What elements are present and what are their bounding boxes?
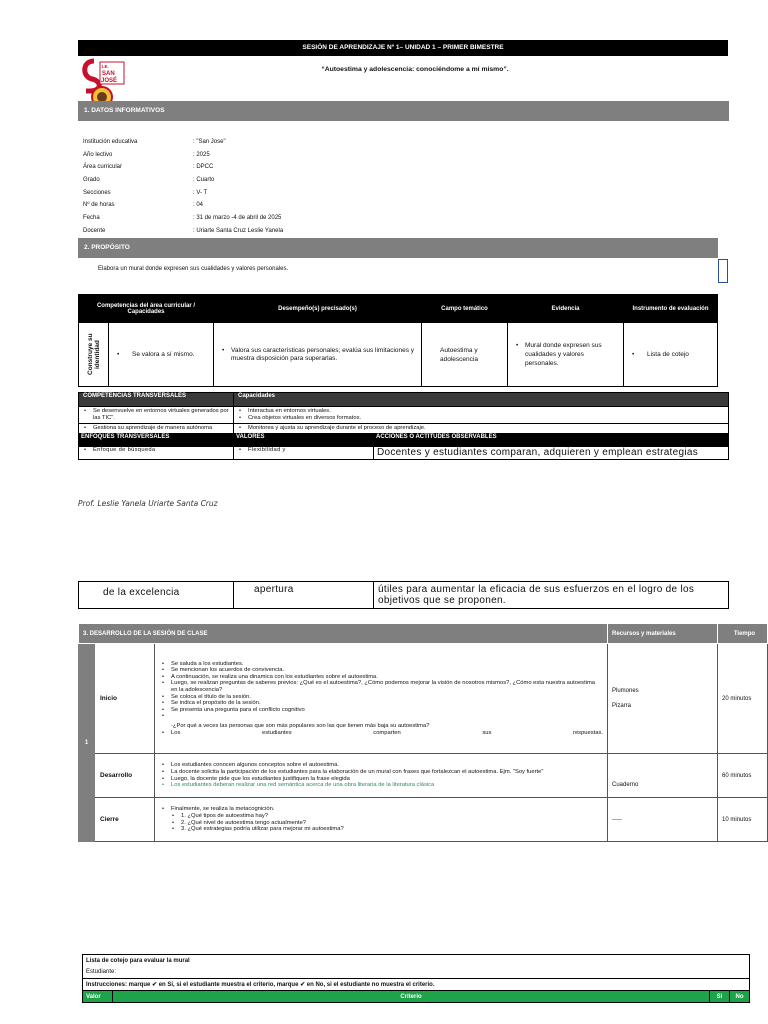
evidence-item: • Mural donde expresen sus cualidades y valores personales. xyxy=(513,341,618,368)
info-label: Grado xyxy=(83,177,100,184)
info-value: : 31 de marzo -4 de abril de 2025 xyxy=(193,215,282,222)
cierre-resources xyxy=(608,798,718,842)
desarrollo-item: • Luego, la docente pide que los estudiantes justifiquen la frase elegida xyxy=(159,776,603,783)
conflict-question: -¿Por qué a veces las personas que son más populares son las que tienen más baja su autoestima? xyxy=(171,722,430,729)
cierre-subitem: • 1. ¿Qué tipos de autoestima hay? xyxy=(169,813,603,820)
development-title: 3. DESARROLLO DE LA SESIÓN DE CLASE xyxy=(79,624,608,644)
cierre-item: • Finalmente, se realiza la metacognición. xyxy=(159,806,603,813)
info-value: : V- T xyxy=(193,189,208,196)
text-box-frame xyxy=(718,259,728,283)
resources-header: Recursos y materiales xyxy=(608,624,718,644)
desarrollo-time: 60 minutos xyxy=(718,754,768,798)
activity-number: 1 xyxy=(79,644,95,842)
competencies-table xyxy=(78,294,718,387)
purpose-text: Elabora un mural donde expresen sus cualidades y valores personales. xyxy=(98,266,289,272)
info-value: : "San Jose" xyxy=(193,139,226,145)
competency-name: Construye su identidad xyxy=(86,333,101,376)
info-row xyxy=(83,187,483,200)
inicio-item: • Se saluda a los estudiantes. xyxy=(159,661,603,668)
inicio-item-last: • Los estudiantes comparten sus respuestas. xyxy=(159,730,603,737)
resource-item: Plumones xyxy=(612,687,639,694)
time-header: Tiempo xyxy=(718,624,768,644)
cierre-content xyxy=(155,798,608,842)
header-enfoques: ENFOQUES TRANSVERSALES xyxy=(79,434,234,447)
desarrollo-content xyxy=(155,754,608,798)
header-desempeno: Desempeño(s) precisado(s) xyxy=(214,295,422,323)
inicio-resources xyxy=(608,644,718,754)
inicio-time: 20 minutos xyxy=(718,644,768,754)
capacity-cell xyxy=(109,323,214,387)
header-capacidades: Capacidades xyxy=(234,393,729,407)
section-datos-informativos: 1. DATOS INFORMATIVOS xyxy=(78,101,729,121)
transversal-table xyxy=(78,392,729,460)
phase-desarrollo: Desarrollo xyxy=(95,754,155,798)
instrument-cell xyxy=(624,323,718,387)
header-comp-transversales: COMPETENCIAS TRANSVERSALES xyxy=(79,393,234,407)
desarrollo-resources xyxy=(608,754,718,798)
info-label: Área curricular xyxy=(83,164,123,171)
competency-cell xyxy=(79,323,109,387)
header-campo: Campo temático xyxy=(422,295,508,323)
session-title: SESIÓN DE APRENDIZAJE Nº 1– UNIDAD 1 – PRIMER BIMESTRE xyxy=(78,40,728,56)
enfoque-item: • Enfoque de búsqueda xyxy=(81,447,231,454)
inicio-item: • Se presenta una pregunta para el conflicto cognitivo xyxy=(159,707,603,714)
evidence-cell xyxy=(508,323,624,387)
header-evidencia: Evidencia xyxy=(508,295,624,323)
inicio-item: • Se mencionan los acuerdos de convivencia. xyxy=(159,667,603,674)
session-subtitle: “Autoestima y adolescencia: conociéndome a mí mismo”. xyxy=(321,66,509,73)
info-value: : Cuarto xyxy=(193,177,215,184)
transversal-competencies-2 xyxy=(79,424,234,434)
header-instrumento: Instrumento de evaluación xyxy=(624,295,718,323)
info-label: Docente xyxy=(83,227,106,234)
info-row xyxy=(83,149,483,162)
resource-item: Pizarra xyxy=(612,702,632,709)
transversal-cap-item: • Crea objetos virtuales en diversos formatos. xyxy=(236,415,726,422)
inicio-item xyxy=(159,713,603,720)
cierre-subitem: • 2. ¿Qué nivel de autoestima tengo actualmente? xyxy=(169,820,603,827)
performance-cell xyxy=(214,323,422,387)
valor-item: • Flexibilidad y xyxy=(236,447,371,454)
transversal-comp-item: • Gestiona su aprendizaje de manera autónoma xyxy=(81,425,231,432)
info-label: Nº de horas xyxy=(83,202,115,209)
cierre-time: 10 minutos xyxy=(718,798,768,842)
header-acciones: ACCIONES O ACTITUDES OBSERVABLES xyxy=(374,434,729,447)
svg-text:SAN: SAN xyxy=(102,71,115,77)
checklist-title: Lista de cotejo para evaluar la mural xyxy=(83,955,750,967)
accion-continuation: útiles para aumentar la eficacia de sus esfuerzos en el logro de los objetivos que se proponen. xyxy=(374,582,729,609)
enfoque-cell xyxy=(79,447,234,460)
desarrollo-item-green: • Los estudiantes deberan realizar una red semántica acerca de una obra literaria de la literatura clásica xyxy=(159,782,603,789)
instrument-item: • Lista de cotejo xyxy=(629,350,712,359)
info-value: : 04 xyxy=(193,202,204,209)
professor-name: Prof. Leslie Yanela Uriarte Santa Cruz xyxy=(78,499,218,508)
info-list xyxy=(83,136,483,238)
info-row xyxy=(83,174,483,187)
checklist-student: Estudiante: xyxy=(83,967,750,979)
resource-item: Cuaderno xyxy=(612,781,639,788)
info-value: : DPCC xyxy=(193,164,214,171)
col-valor: Valor xyxy=(83,991,113,1003)
inicio-item: • Se indica el propósito de la sesión. xyxy=(159,700,603,707)
development-table xyxy=(78,623,768,842)
info-label: Año lectivo xyxy=(83,151,113,158)
transversal-competencies xyxy=(79,407,234,424)
resource-item: ----- xyxy=(612,816,622,823)
transversal-capacities-2 xyxy=(234,424,729,434)
info-label: Institución educativa xyxy=(83,139,138,145)
inicio-content xyxy=(155,644,608,754)
info-label: Fecha xyxy=(83,215,100,222)
info-value: : Uriarte Santa Cruz Leslie Yanela xyxy=(193,227,284,234)
col-si: Si xyxy=(710,991,730,1003)
transversal-comp-item: • Se desenvuelve en entornos virtuales generados por las TIC". xyxy=(81,408,231,422)
transversal-capacities xyxy=(234,407,729,424)
valor-cell xyxy=(234,447,374,460)
transversal-continuation-table xyxy=(78,581,729,609)
capacity-item: • Se valora a sí mismo. xyxy=(114,350,208,359)
inicio-item: • Se coloca el título de la sesión. xyxy=(159,694,603,701)
info-row xyxy=(83,225,483,238)
enfoque-continuation: de la excelencia xyxy=(79,582,234,609)
svg-text:JOSÉ: JOSÉ xyxy=(101,78,118,84)
inicio-item: • A continuación, se realiza una dinamica con los estudiantes sobre el autoestima. xyxy=(159,674,603,681)
performance-item: • Valora sus características personales; evalúa sus limitaciones y muestra disposición para superarlas. xyxy=(219,347,416,363)
section-proposito: 2. PROPÓSITO xyxy=(78,238,718,258)
phase-cierre: Cierre xyxy=(95,798,155,842)
desarrollo-item: • Los estudiantes conocen algunos conceptos sobre el autoestima. xyxy=(159,762,603,769)
col-no: No xyxy=(730,991,750,1003)
info-row xyxy=(83,136,483,149)
info-row xyxy=(83,212,483,225)
accion-cell: Docentes y estudiantes comparan, adquieren y emplean estrategias xyxy=(374,447,729,460)
desarrollo-item: • La docente solicita la participación de los estudiantes para la elaboración de un mural con frases que fortalezcan el autoestima. Ejm. "Soy fuerte" xyxy=(159,769,603,776)
header-valores: VALORES xyxy=(234,434,374,447)
info-value: : 2025 xyxy=(193,151,210,158)
header-competencias: Competencias del área curricular / Capacidades xyxy=(79,295,214,323)
transversal-cap-item: • Interactua en entornos virtuales. xyxy=(236,408,726,415)
cierre-subitem: • 3. ¿Qué estrategias podría utilizar para mejorar mi autoestima? xyxy=(169,826,603,833)
inicio-item: • Luego, se realizan preguntas de saberes previos: ¿Qué es el autoestima?, ¿Cómo podemos mejorar la visión de nosotros mismos?, ¿Cómo esta nuestra autoestima en la adolescencia? xyxy=(159,680,603,693)
valor-continuation: apertura xyxy=(234,582,374,609)
transversal-cap-item: • Monitorea y ajusta su aprendizaje durante el proceso de aprendizaje. xyxy=(236,425,726,432)
checklist-table xyxy=(82,954,750,1003)
info-label: Secciones xyxy=(83,189,111,196)
svg-text:I.E.: I.E. xyxy=(102,64,109,69)
info-row xyxy=(83,161,483,174)
checklist-instructions: Instrucciones: marque ✔ en Si, si el estudiante muestra el criterio, marque ✔ en No, si el estudiante no muestra el criterio. xyxy=(83,979,750,991)
topic-cell: Autoestima y adolescencia xyxy=(422,323,508,387)
col-criterio: Criterio xyxy=(113,991,710,1003)
info-row xyxy=(83,199,483,212)
phase-inicio: Inicio xyxy=(95,644,155,754)
